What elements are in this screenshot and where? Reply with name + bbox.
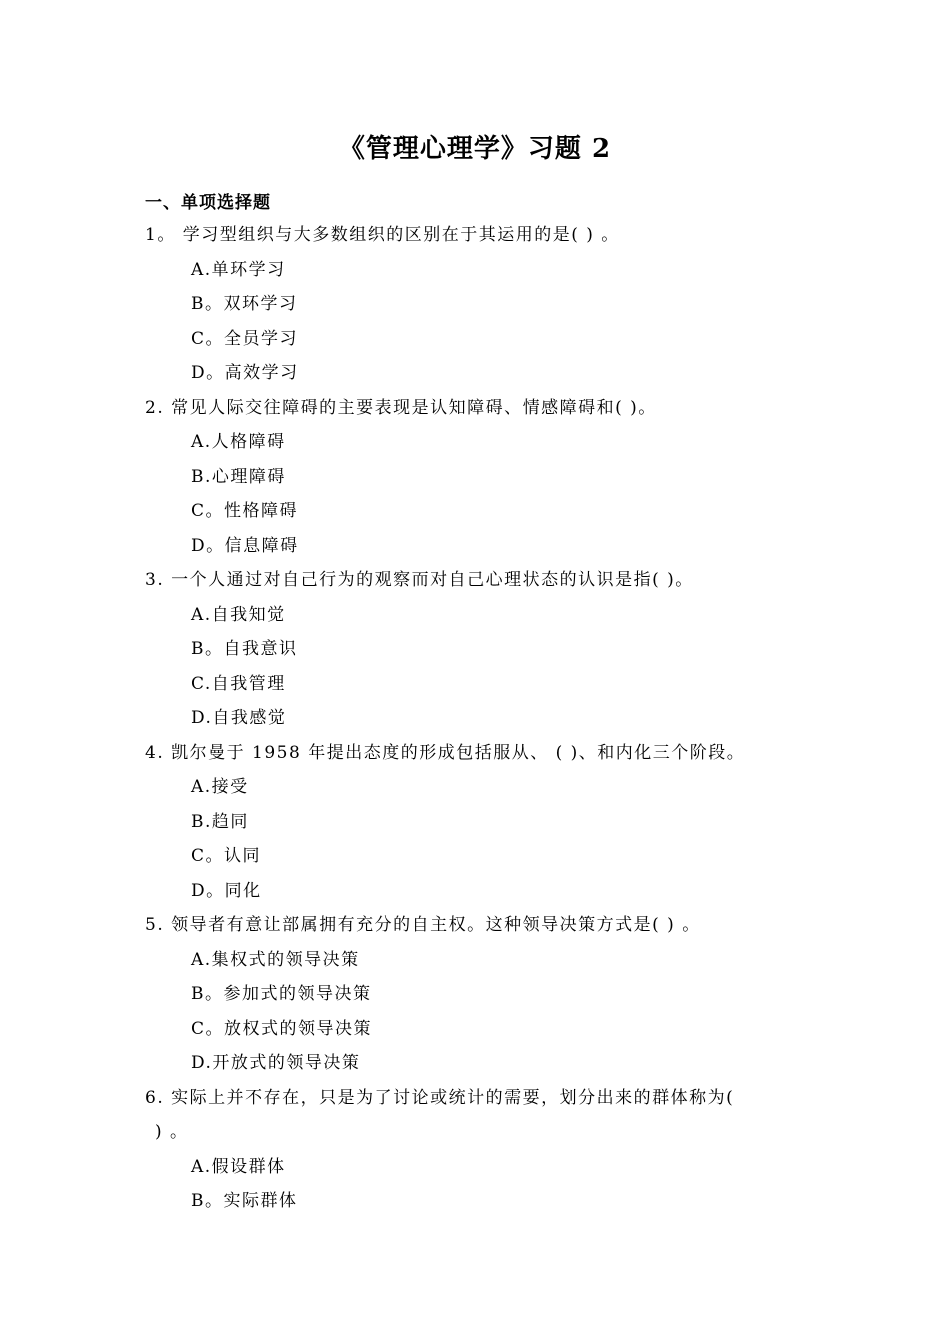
option-c: C。放权式的领导决策: [191, 1018, 373, 1039]
option-d: D。同化: [191, 880, 262, 901]
question-text: 4. 凯尔曼于 1958 年提出态度的形成包括服从、 ( )、和内化三个阶段。: [145, 742, 746, 763]
option-c: C。认同: [191, 846, 262, 866]
option-d: D.自我感觉: [191, 708, 287, 728]
option-a: A.集权式的领导决策: [191, 949, 360, 970]
option-a: A.自我知觉: [191, 604, 286, 625]
option-a: A.接受: [191, 777, 249, 797]
option-d: D。信息障碍: [191, 535, 299, 556]
question-1: [145, 218, 810, 391]
option-d: D.开放式的领导决策: [191, 1053, 361, 1073]
question-6: [145, 1081, 810, 1219]
question-text: 3. 一个人通过对自己行为的观察而对自己心理状态的认识是指( )。: [145, 570, 694, 590]
option-b: B。双环学习: [191, 294, 298, 314]
section-heading: 一、单项选择题: [145, 193, 271, 213]
question-text: 6. 实际上并不存在，只是为了讨论或统计的需要，划分出来的群体称为(: [145, 1087, 735, 1108]
option-b: B。自我意识: [191, 639, 298, 659]
question-2: [145, 391, 810, 564]
question-4: [145, 736, 810, 909]
question-3: [145, 563, 810, 736]
option-a: A.人格障碍: [191, 432, 286, 452]
option-a: A.假设群体: [191, 1156, 286, 1177]
document-title: 《管理心理学》习题 2: [338, 134, 612, 164]
question-text: 2. 常见人际交往障碍的主要表现是认知障碍、情感障碍和( )。: [145, 397, 657, 418]
question-5: [145, 908, 810, 1081]
question-list: [145, 218, 810, 1219]
question-text: 5. 领导者有意让部属拥有充分的自主权。这种领导决策方式是( ) 。: [145, 915, 701, 935]
question-text: 1。 学习型组织与大多数组织的区别在于其运用的是( ) 。: [145, 225, 620, 245]
option-a: A.单环学习: [191, 259, 286, 280]
option-c: C.自我管理: [191, 673, 286, 694]
option-d: D。高效学习: [191, 363, 299, 383]
option-c: C。全员学习: [191, 328, 299, 349]
option-b: B。参加式的领导决策: [191, 984, 372, 1004]
option-c: C。性格障碍: [191, 501, 299, 521]
option-b: B.心理障碍: [191, 466, 286, 487]
question-text-continuation: ) 。: [155, 1122, 189, 1142]
option-b: B.趋同: [191, 811, 249, 832]
option-b: B。实际群体: [191, 1191, 298, 1211]
